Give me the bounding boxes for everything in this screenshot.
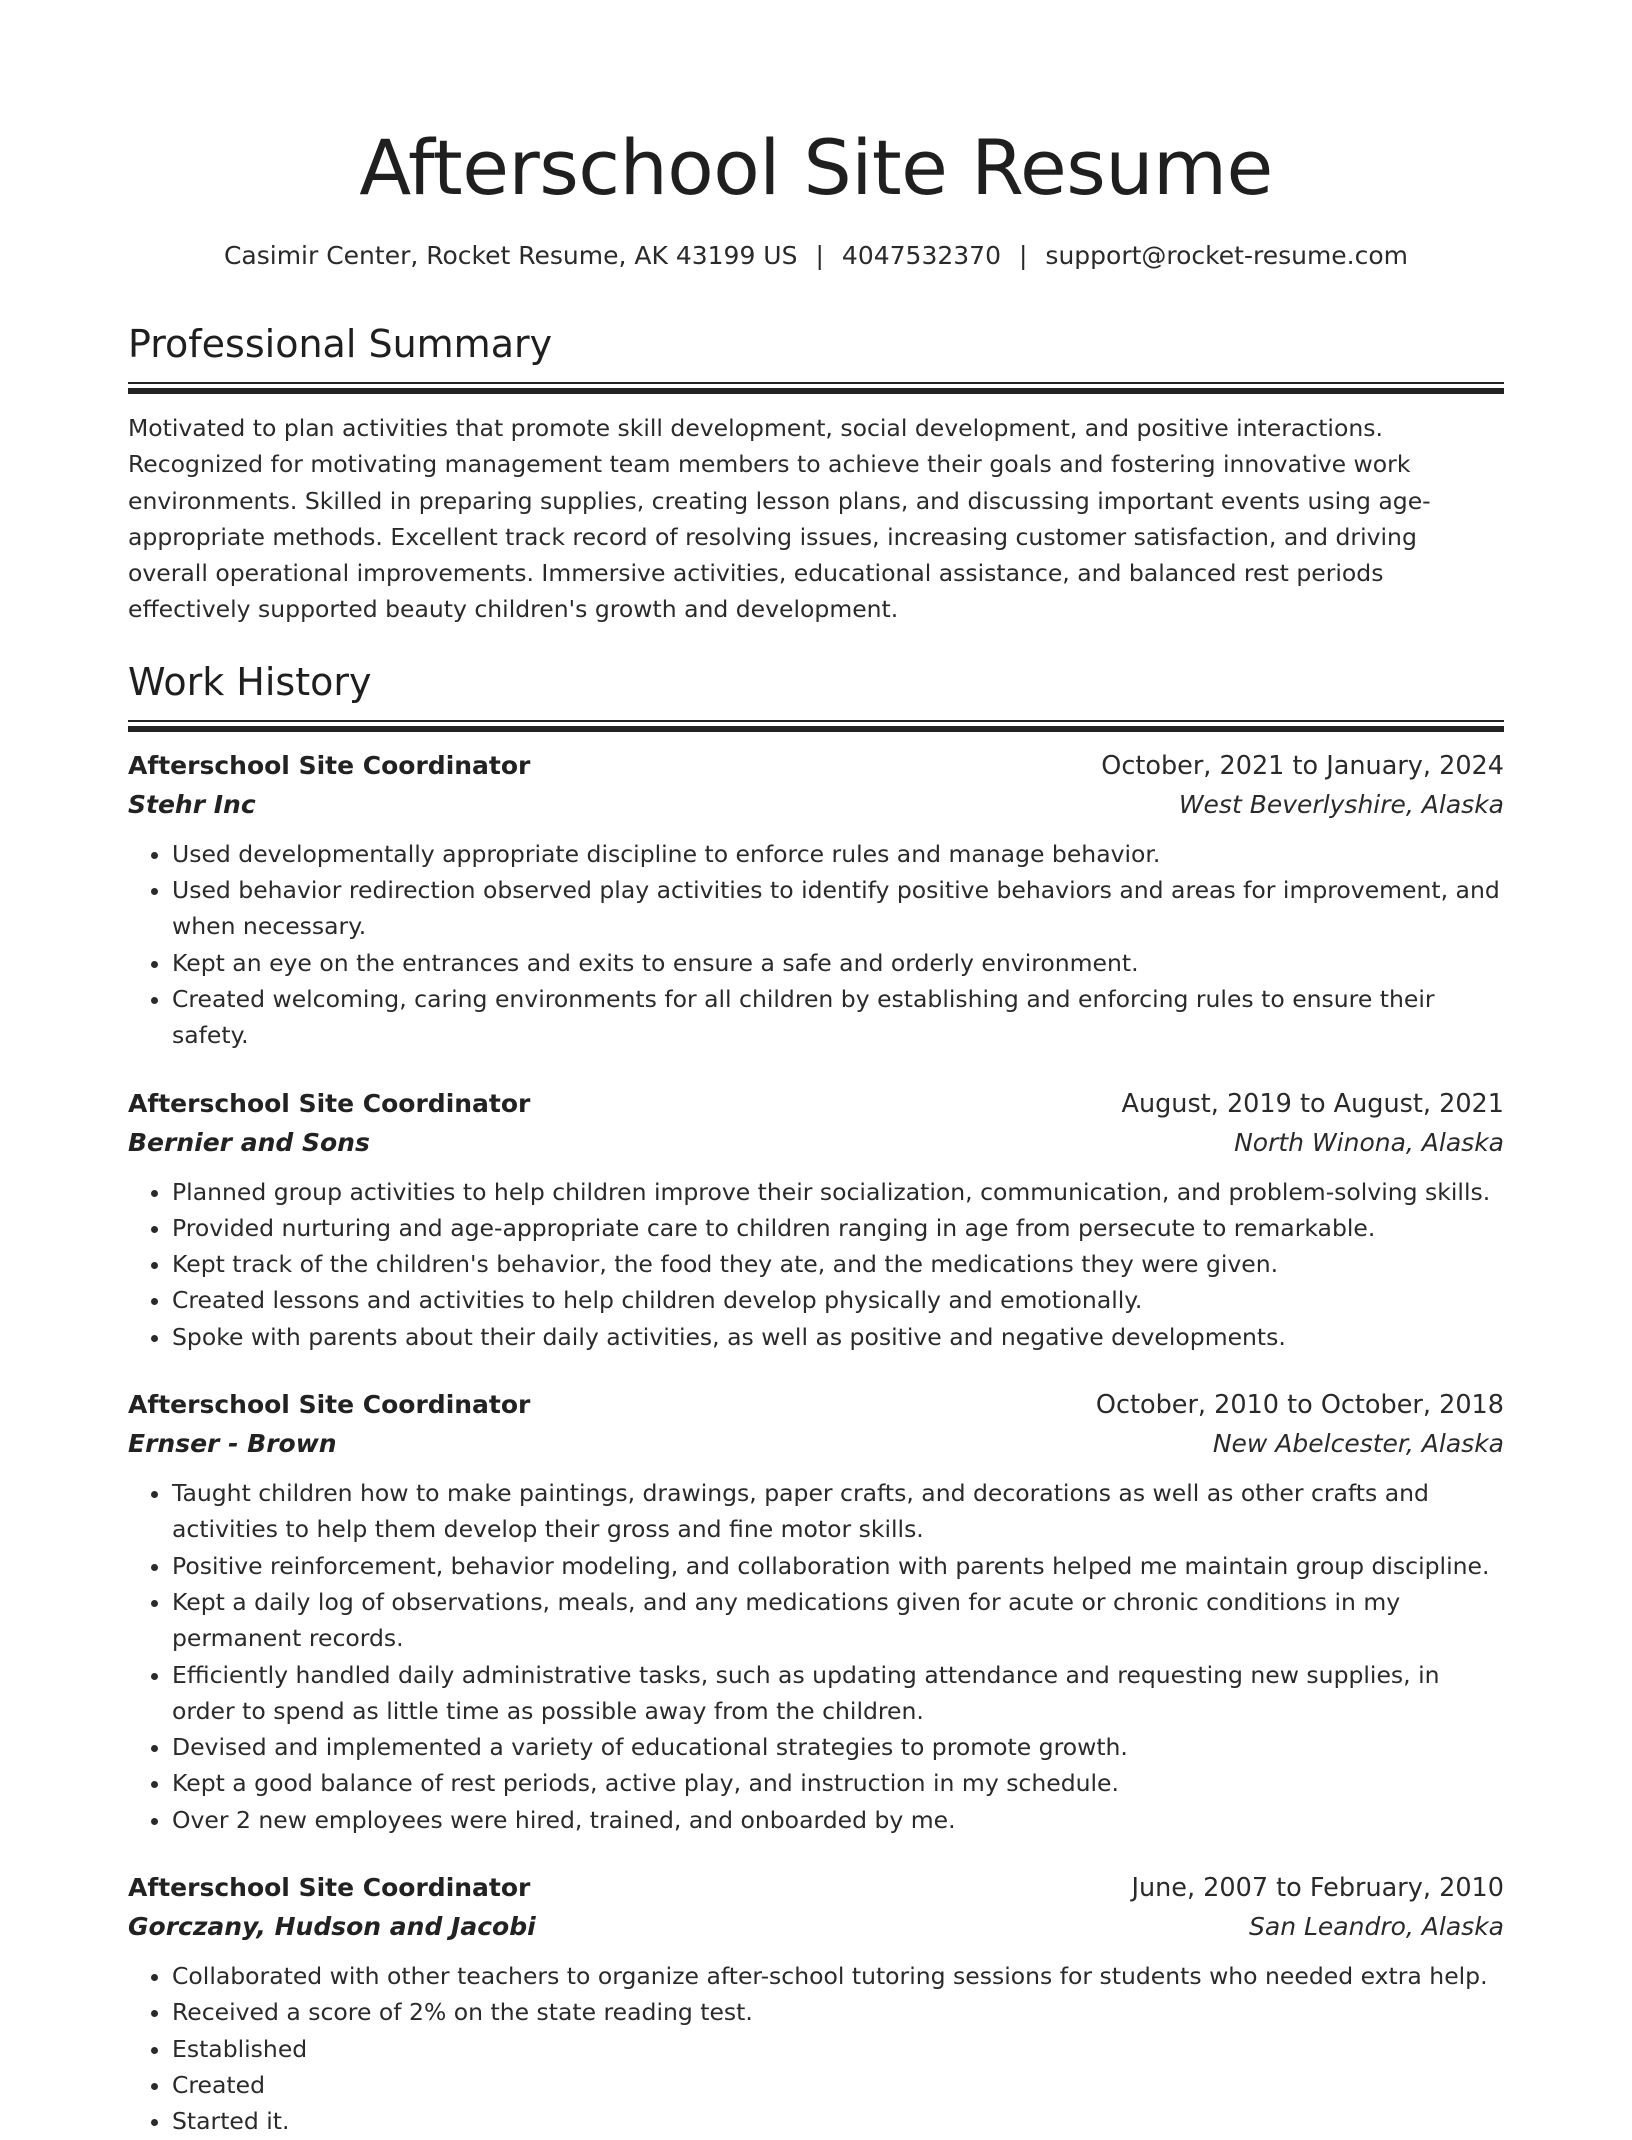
job-header-row	[128, 746, 1504, 786]
job-company-row	[128, 786, 1504, 824]
contact-separator: |	[1018, 241, 1028, 270]
job-bullet: • Provided nurturing and age-appropriate care to children ranging in age from persecute to remarkable.	[172, 1210, 1504, 1246]
job-title: Afterschool Site Coordinator	[128, 1088, 531, 1118]
contact-line	[128, 240, 1504, 272]
summary-text: Motivated to plan activities that promote skill development, social development, and positive interactions. Recognized for motivating management team members to achieve their goals and fostering innovative work environments. Skilled in preparing supplies, creating lesson plans, and discussing important events using age-appropriate methods. Excellent track record of resolving issues, increasing customer satisfaction, and driving overall operational improvements. Immersive activities, educational assistance, and balanced rest periods effectively supported beauty children's growth and development.	[128, 414, 1431, 624]
contact-address: Casimir Center, Rocket Resume, AK 43199 US	[223, 241, 798, 270]
job-title: Afterschool Site Coordinator	[128, 750, 531, 780]
job-header-row	[128, 1868, 1504, 1908]
job-bullet: • Kept track of the children's behavior, the food they ate, and the medications they were given.	[172, 1246, 1504, 1282]
job-bullets	[128, 836, 1504, 1054]
job-location: North Winona, Alaska	[1234, 1127, 1504, 1157]
work-history-heading: Work History	[128, 659, 372, 704]
job-bullets	[128, 1958, 1504, 2139]
job-company-row	[128, 1124, 1504, 1162]
contact-phone: 4047532370	[841, 241, 1001, 270]
job-title: Afterschool Site Coordinator	[128, 1873, 531, 1903]
job-bullet: • Received a score of 2% on the state reading test.	[172, 1994, 1504, 2030]
job-company: Gorczany, Hudson and Jacobi	[128, 1912, 536, 1942]
job-bullet: • Kept a daily log of observations, meals, and any medications given for acute or chronic conditions in my permanent records.	[172, 1584, 1504, 1657]
job-bullet: • Positive reinforcement, behavior modeling, and collaboration with parents helped me maintain group discipline.	[172, 1548, 1504, 1584]
job-bullets	[128, 1475, 1504, 1838]
job-company-row	[128, 1425, 1504, 1463]
job-bullet: • Over 2 new employees were hired, trained, and onboarded by me.	[172, 1802, 1504, 1838]
job-bullet: • Collaborated with other teachers to organize after-school tutoring sessions for students who needed extra help.	[172, 1958, 1504, 1994]
job-bullet: • Spoke with parents about their daily activities, as well as positive and negative developments.	[172, 1319, 1504, 1355]
job-bullet: • Devised and implemented a variety of educational strategies to promote growth.	[172, 1729, 1504, 1765]
job-bullet: • Created welcoming, caring environments for all children by establishing and enforcing rules to ensure their safety.	[172, 981, 1504, 1054]
job-bullets	[128, 1174, 1504, 1355]
job-bullet: • Created	[172, 2067, 1504, 2103]
job-bullet: • Planned group activities to help children improve their socialization, communication, and problem-solving skills.	[172, 1174, 1504, 1210]
job-bullet: • Used behavior redirection observed play activities to identify positive behaviors and areas for improvement, and when necessary.	[172, 872, 1504, 945]
job-dates: October, 2021 to January, 2024	[1101, 750, 1504, 781]
job-header-row	[128, 1385, 1504, 1425]
job-dates: October, 2010 to October, 2018	[1095, 1390, 1504, 1421]
job-bullet: • Started it.	[172, 2103, 1504, 2139]
job-entry	[128, 1385, 1504, 1838]
job-company-row	[128, 1908, 1504, 1946]
job-dates: August, 2019 to August, 2021	[1121, 1088, 1504, 1119]
job-bullet: • Kept an eye on the entrances and exits to ensure a safe and orderly environment.	[172, 945, 1504, 981]
summary-heading: Professional Summary	[128, 322, 553, 366]
job-dates: June, 2007 to February, 2010	[1131, 1873, 1504, 1904]
resume-title: Afterschool Site Resume	[359, 123, 1273, 212]
section-divider	[128, 382, 1504, 394]
section-divider	[128, 720, 1504, 732]
job-bullet: • Kept a good balance of rest periods, active play, and instruction in my schedule.	[172, 1765, 1504, 1801]
job-entry	[128, 746, 1504, 1054]
job-company: Ernser - Brown	[128, 1429, 337, 1459]
job-bullet: • Taught children how to make paintings, drawings, paper crafts, and decorations as well as other crafts and activities to help them develop their gross and fine motor skills.	[172, 1475, 1504, 1548]
job-header-row	[128, 1084, 1504, 1124]
contact-email: support@rocket-resume.com	[1045, 241, 1409, 270]
job-bullet: • Efficiently handled daily administrative tasks, such as updating attendance and requesting new supplies, in order to spend as little time as possible away from the children.	[172, 1657, 1504, 1730]
job-bullet: • Used developmentally appropriate discipline to enforce rules and manage behavior.	[172, 836, 1504, 872]
job-bullet: • Created lessons and activities to help children develop physically and emotionally.	[172, 1282, 1504, 1318]
job-location: San Leandro, Alaska	[1249, 1912, 1504, 1942]
resume-page	[128, 0, 1504, 2140]
job-location: New Abelcester, Alaska	[1212, 1429, 1504, 1459]
job-company: Stehr Inc	[128, 789, 256, 819]
job-title: Afterschool Site Coordinator	[128, 1390, 531, 1420]
job-list	[128, 746, 1504, 2140]
contact-separator: |	[815, 241, 824, 270]
job-entry	[128, 1868, 1504, 2139]
job-entry	[128, 1084, 1504, 1355]
job-bullet: • Established	[172, 2031, 1504, 2067]
job-company: Bernier and Sons	[128, 1127, 370, 1157]
job-location: West Beverlyshire, Alaska	[1178, 789, 1504, 819]
